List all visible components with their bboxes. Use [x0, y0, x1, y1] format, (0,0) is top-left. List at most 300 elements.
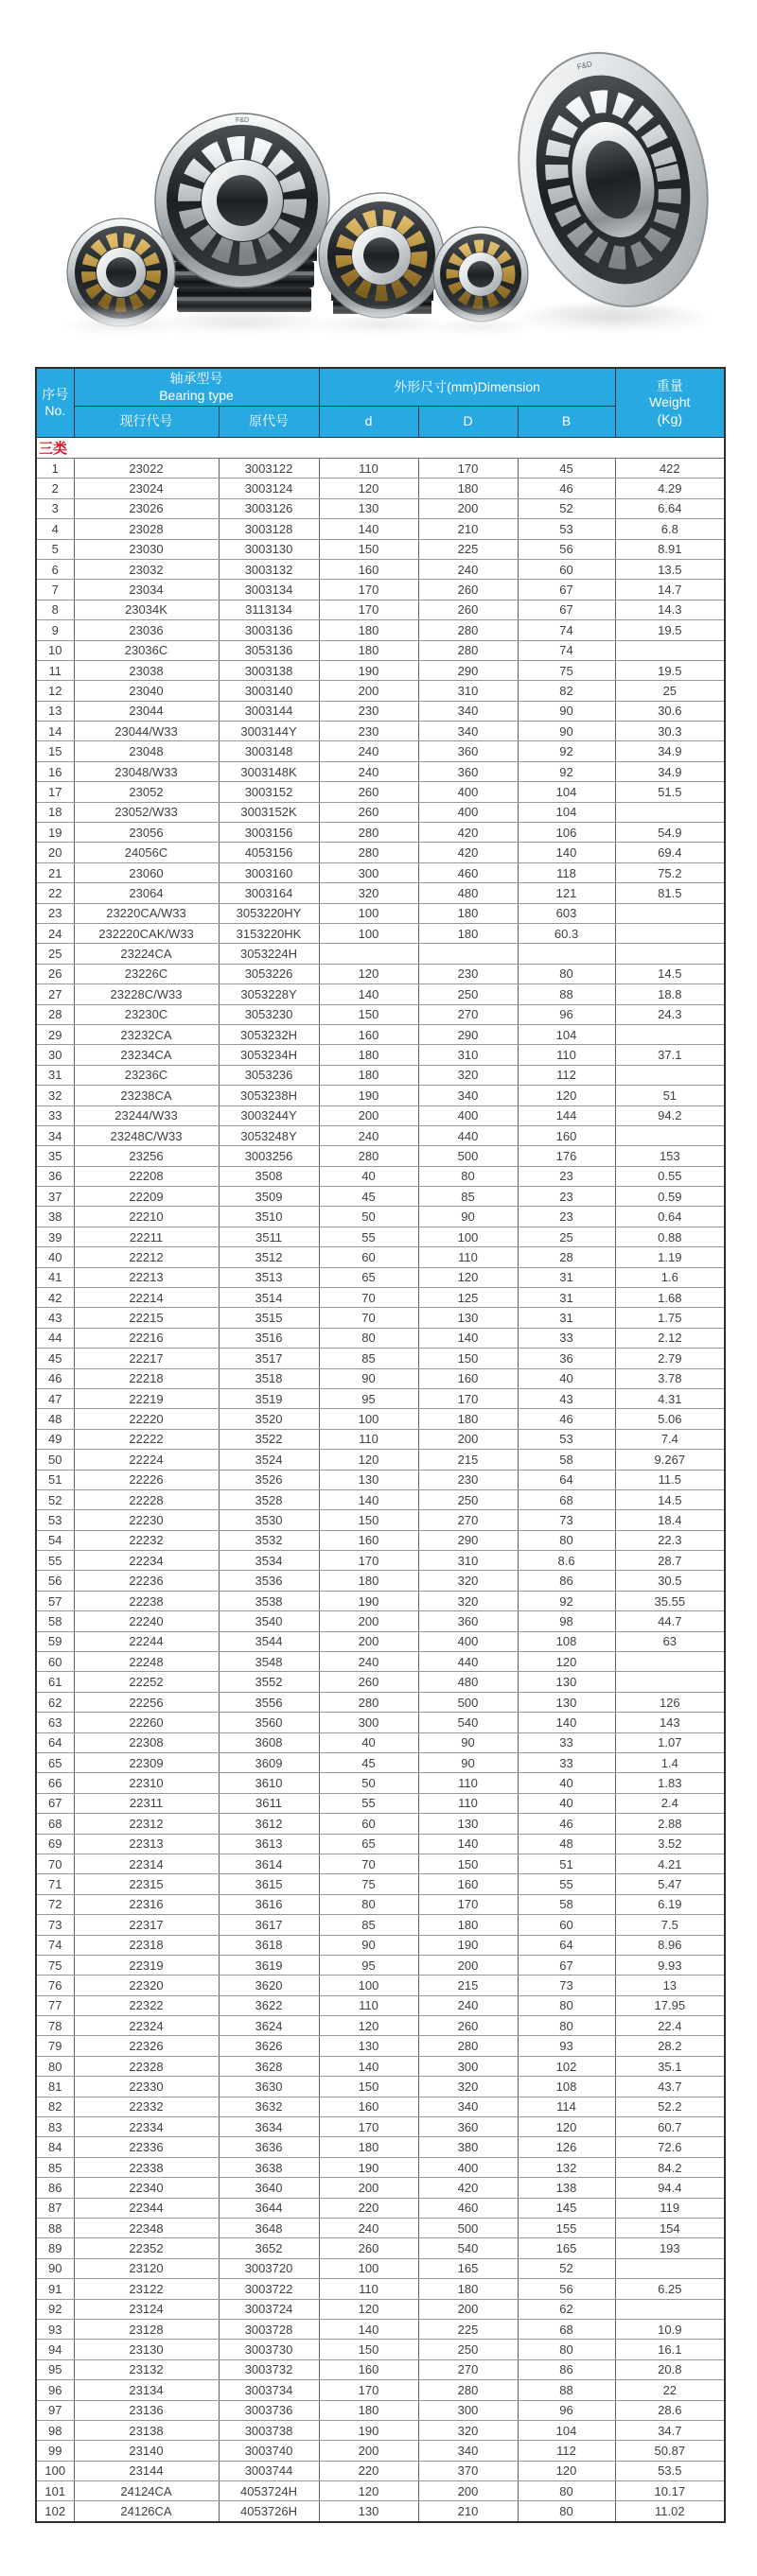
cell-no: 6	[36, 559, 74, 579]
cell-no: 80	[36, 2056, 74, 2076]
table-row	[36, 1429, 725, 1449]
cell-d: 110	[319, 2279, 418, 2299]
cell-d: 230	[319, 722, 418, 741]
cell-width-b: 23	[518, 1187, 615, 1207]
table-row	[36, 479, 725, 498]
cell-no: 40	[36, 1247, 74, 1267]
cell-weight: 94.2	[615, 1105, 725, 1125]
cell-original-code: 3618	[219, 1935, 319, 1955]
cell-original-code: 3003152K	[219, 802, 319, 822]
cell-weight: 4.21	[615, 1854, 725, 1873]
table-row	[36, 2238, 725, 2258]
cell-d: 100	[319, 1976, 418, 1995]
cell-current-code: 22232	[74, 1530, 219, 1550]
cell-weight: 30.5	[615, 1571, 725, 1591]
cell-current-code: 22309	[74, 1753, 219, 1773]
col-header-d: d	[319, 407, 418, 438]
cell-width-b: 60	[518, 1915, 615, 1935]
table-row	[36, 1894, 725, 1914]
cell-original-code: 3609	[219, 1753, 319, 1773]
cell-no: 52	[36, 1489, 74, 1509]
cell-outer-diameter: 540	[418, 2238, 518, 2258]
cell-original-code: 3003734	[219, 2380, 319, 2400]
cell-current-code: 22230	[74, 1510, 219, 1530]
cell-no: 47	[36, 1388, 74, 1408]
cell-original-code: 3644	[219, 2198, 319, 2218]
cell-current-code: 23048	[74, 741, 219, 761]
cell-weight: 24.3	[615, 1004, 725, 1024]
cell-current-code: 22317	[74, 1915, 219, 1935]
cell-width-b: 80	[518, 2016, 615, 2036]
cell-d: 170	[319, 600, 418, 619]
cell-weight: 193	[615, 2238, 725, 2258]
cell-width-b: 121	[518, 883, 615, 903]
table-row	[36, 1267, 725, 1287]
table-row	[36, 1915, 725, 1935]
cell-weight	[615, 944, 725, 964]
cell-d: 90	[319, 1935, 418, 1955]
cell-original-code: 3518	[219, 1368, 319, 1388]
cell-d: 110	[319, 459, 418, 479]
cell-current-code: 22238	[74, 1591, 219, 1610]
cell-width-b: 80	[518, 964, 615, 983]
table-row	[36, 1045, 725, 1065]
table-row	[36, 2036, 725, 2056]
cell-weight: 35.55	[615, 1591, 725, 1610]
cell-no: 62	[36, 1692, 74, 1712]
cell-original-code: 3510	[219, 1207, 319, 1227]
cell-width-b: 140	[518, 1713, 615, 1732]
cell-original-code: 3652	[219, 2238, 319, 2258]
cell-weight: 11.5	[615, 1470, 725, 1489]
cell-width-b: 130	[518, 1692, 615, 1712]
cell-width-b: 93	[518, 2036, 615, 2056]
cell-width-b: 138	[518, 2178, 615, 2198]
table-row	[36, 1368, 725, 1388]
cell-original-code: 3619	[219, 1955, 319, 1975]
table-row	[36, 1470, 725, 1489]
cell-no: 36	[36, 1166, 74, 1186]
cell-width-b: 80	[518, 1995, 615, 2015]
cell-no: 59	[36, 1631, 74, 1651]
cell-current-code: 24126CA	[74, 2501, 219, 2522]
cell-no: 72	[36, 1894, 74, 1914]
cell-no: 73	[36, 1915, 74, 1935]
cell-original-code: 3628	[219, 2056, 319, 2076]
cell-d: 130	[319, 1470, 418, 1489]
cell-width-b: 144	[518, 1105, 615, 1125]
cell-outer-diameter: 200	[418, 1429, 518, 1449]
cell-weight: 143	[615, 1713, 725, 1732]
table-row	[36, 1652, 725, 1672]
cell-current-code: 22213	[74, 1267, 219, 1287]
cell-outer-diameter: 160	[418, 1874, 518, 1894]
cell-current-code: 22340	[74, 2178, 219, 2198]
cell-no: 45	[36, 1349, 74, 1368]
cell-d: 150	[319, 2077, 418, 2097]
cell-no: 77	[36, 1995, 74, 2015]
cell-outer-diameter: 420	[418, 823, 518, 843]
cell-width-b: 155	[518, 2218, 615, 2237]
cell-no: 8	[36, 600, 74, 619]
cell-current-code: 23030	[74, 539, 219, 559]
table-row	[36, 2359, 725, 2379]
cell-no: 28	[36, 1004, 74, 1024]
cell-weight: 69.4	[615, 843, 725, 862]
cell-width-b: 92	[518, 1591, 615, 1610]
cell-original-code: 3053234H	[219, 1045, 319, 1065]
cell-current-code: 232220CAK/W33	[74, 923, 219, 943]
cell-d: 280	[319, 1146, 418, 1166]
cell-weight: 0.88	[615, 1227, 725, 1246]
cell-outer-diameter: 500	[418, 2218, 518, 2237]
cell-weight	[615, 1125, 725, 1145]
cell-width-b: 112	[518, 1065, 615, 1085]
cell-weight: 28.2	[615, 2036, 725, 2056]
cell-no: 69	[36, 1834, 74, 1854]
cell-width-b: 90	[518, 722, 615, 741]
cell-d: 180	[319, 640, 418, 660]
cell-no: 41	[36, 1267, 74, 1287]
cell-weight: 7.5	[615, 1915, 725, 1935]
cell-current-code: 22228	[74, 1489, 219, 1509]
table-row	[36, 681, 725, 701]
cell-outer-diameter: 260	[418, 600, 518, 619]
cell-no: 57	[36, 1591, 74, 1610]
cell-original-code: 3513	[219, 1267, 319, 1287]
cell-original-code: 3626	[219, 2036, 319, 2056]
cell-weight: 43.7	[615, 2077, 725, 2097]
cell-outer-diameter: 340	[418, 701, 518, 721]
cell-d: 170	[319, 1551, 418, 1571]
cell-d: 60	[319, 1814, 418, 1834]
cell-no: 86	[36, 2178, 74, 2198]
table-row	[36, 459, 725, 479]
cell-no: 20	[36, 843, 74, 862]
cell-d: 190	[319, 660, 418, 680]
cell-no: 56	[36, 1571, 74, 1591]
cell-width-b	[518, 944, 615, 964]
cell-current-code: 22326	[74, 2036, 219, 2056]
cell-outer-diameter: 270	[418, 1510, 518, 1530]
cell-current-code: 23226C	[74, 964, 219, 983]
cell-original-code: 3053226	[219, 964, 319, 983]
cell-current-code: 22320	[74, 1976, 219, 1995]
cell-width-b: 31	[518, 1288, 615, 1308]
cell-width-b: 104	[518, 1024, 615, 1044]
cell-original-code: 3512	[219, 1247, 319, 1267]
cell-width-b: 120	[518, 1086, 615, 1105]
cell-original-code: 3509	[219, 1187, 319, 1207]
cell-current-code: 23138	[74, 2420, 219, 2440]
cell-outer-diameter: 250	[418, 2340, 518, 2359]
cell-no: 42	[36, 1288, 74, 1308]
cell-current-code: 23044/W33	[74, 722, 219, 741]
cell-current-code: 22209	[74, 1187, 219, 1207]
cell-d: 120	[319, 479, 418, 498]
category-row	[36, 438, 725, 459]
cell-width-b: 120	[518, 1652, 615, 1672]
cell-current-code: 23048/W33	[74, 761, 219, 781]
cell-outer-diameter: 200	[418, 2299, 518, 2319]
cell-current-code: 23040	[74, 681, 219, 701]
cell-no: 24	[36, 923, 74, 943]
cell-width-b: 140	[518, 843, 615, 862]
cell-d: 95	[319, 1955, 418, 1975]
cell-no: 34	[36, 1125, 74, 1145]
cell-original-code: 3053136	[219, 640, 319, 660]
cell-current-code: 22256	[74, 1692, 219, 1712]
table-row	[36, 2420, 725, 2440]
cell-current-code: 23034K	[74, 600, 219, 619]
table-row	[36, 1854, 725, 1873]
cell-original-code: 3556	[219, 1692, 319, 1712]
cell-original-code: 3003728	[219, 2319, 319, 2339]
cell-weight: 3.78	[615, 1368, 725, 1388]
table-row	[36, 2461, 725, 2480]
cell-current-code: 23140	[74, 2441, 219, 2461]
cell-width-b: 603	[518, 903, 615, 923]
cell-d: 200	[319, 1105, 418, 1125]
cell-no: 43	[36, 1308, 74, 1328]
cell-current-code: 23060	[74, 862, 219, 882]
cell-d: 200	[319, 2178, 418, 2198]
cell-original-code: 3003256	[219, 1146, 319, 1166]
table-row	[36, 1510, 725, 1530]
table-row	[36, 1631, 725, 1651]
cell-outer-diameter: 230	[418, 1470, 518, 1489]
col-header-dimension: 外形尺寸(mm)Dimension	[319, 368, 615, 407]
table-row	[36, 2299, 725, 2319]
cell-d: 240	[319, 2218, 418, 2237]
cell-original-code: 3640	[219, 2178, 319, 2198]
cell-no: 15	[36, 741, 74, 761]
cell-d: 45	[319, 1187, 418, 1207]
cell-no: 46	[36, 1368, 74, 1388]
table-row	[36, 1995, 725, 2015]
cell-original-code: 3113134	[219, 600, 319, 619]
cell-original-code: 3153220HK	[219, 923, 319, 943]
cell-outer-diameter: 260	[418, 580, 518, 600]
table-row	[36, 2198, 725, 2218]
cell-current-code: 23234CA	[74, 1045, 219, 1065]
cell-original-code: 3608	[219, 1732, 319, 1752]
cell-current-code: 22214	[74, 1288, 219, 1308]
cell-current-code: 23248C/W33	[74, 1125, 219, 1145]
cell-d: 320	[319, 883, 418, 903]
cell-no: 53	[36, 1510, 74, 1530]
cell-current-code: 23238CA	[74, 1086, 219, 1105]
cell-no: 22	[36, 883, 74, 903]
cell-width-b: 160	[518, 1125, 615, 1145]
cell-weight: 0.59	[615, 1187, 725, 1207]
cell-width-b: 102	[518, 2056, 615, 2076]
cell-current-code: 23022	[74, 459, 219, 479]
cell-d: 170	[319, 580, 418, 600]
cell-original-code: 3053220HY	[219, 903, 319, 923]
cell-original-code: 3622	[219, 1995, 319, 2015]
cell-outer-diameter: 460	[418, 2198, 518, 2218]
cell-current-code: 23064	[74, 883, 219, 903]
cell-width-b: 62	[518, 2299, 615, 2319]
cell-current-code: 22316	[74, 1894, 219, 1914]
cell-current-code: 22330	[74, 2077, 219, 2097]
cell-weight: 10.17	[615, 2481, 725, 2501]
cell-d: 40	[319, 1732, 418, 1752]
cell-original-code: 3003136	[219, 620, 319, 640]
bearing-large-right-tilted	[493, 33, 733, 327]
cell-outer-diameter: 310	[418, 1551, 518, 1571]
cell-weight: 2.12	[615, 1328, 725, 1348]
cell-current-code: 23052	[74, 782, 219, 802]
table-row	[36, 1571, 725, 1591]
cell-current-code: 23228C/W33	[74, 984, 219, 1004]
cell-d: 85	[319, 1915, 418, 1935]
cell-weight: 50.87	[615, 2441, 725, 2461]
cell-width-b: 132	[518, 2157, 615, 2177]
cell-no: 90	[36, 2258, 74, 2278]
cell-current-code: 22244	[74, 1631, 219, 1651]
cell-current-code: 22219	[74, 1388, 219, 1408]
cell-width-b: 176	[518, 1146, 615, 1166]
cell-no: 25	[36, 944, 74, 964]
cell-width-b: 53	[518, 519, 615, 539]
cell-original-code: 3053230	[219, 1004, 319, 1024]
table-body	[36, 438, 725, 2522]
cell-no: 44	[36, 1328, 74, 1348]
cell-original-code: 3560	[219, 1713, 319, 1732]
cell-current-code: 22314	[74, 1854, 219, 1873]
cell-width-b: 67	[518, 580, 615, 600]
cell-width-b: 64	[518, 1935, 615, 1955]
cell-no: 12	[36, 681, 74, 701]
cell-current-code: 22319	[74, 1955, 219, 1975]
cell-no: 19	[36, 823, 74, 843]
cell-weight: 94.4	[615, 2178, 725, 2198]
cell-original-code: 3516	[219, 1328, 319, 1348]
cell-d: 80	[319, 1894, 418, 1914]
cell-width-b: 33	[518, 1753, 615, 1773]
cell-current-code: 23224CA	[74, 944, 219, 964]
cell-outer-diameter: 240	[418, 1995, 518, 2015]
cell-outer-diameter: 225	[418, 539, 518, 559]
cell-no: 13	[36, 701, 74, 721]
cell-current-code: 22338	[74, 2157, 219, 2177]
cell-outer-diameter: 80	[418, 1166, 518, 1186]
cell-weight: 22	[615, 2380, 725, 2400]
cell-original-code: 3532	[219, 1530, 319, 1550]
cell-weight: 51	[615, 1086, 725, 1105]
col-header-bearing-type: 轴承型号 Bearing type	[74, 368, 319, 407]
cell-width-b: 23	[518, 1207, 615, 1227]
cell-width-b: 33	[518, 1732, 615, 1752]
cell-weight: 84.2	[615, 2157, 725, 2177]
table-row	[36, 903, 725, 923]
cell-current-code: 23256	[74, 1146, 219, 1166]
table-row	[36, 1388, 725, 1408]
cell-outer-diameter: 160	[418, 1368, 518, 1388]
cell-no: 38	[36, 1207, 74, 1227]
cell-d: 60	[319, 1247, 418, 1267]
cell-no: 49	[36, 1429, 74, 1449]
cell-original-code: 3517	[219, 1349, 319, 1368]
cell-original-code: 3003152	[219, 782, 319, 802]
cell-d: 190	[319, 2420, 418, 2440]
cell-original-code: 3003738	[219, 2420, 319, 2440]
cell-d: 190	[319, 1086, 418, 1105]
cell-no: 101	[36, 2481, 74, 2501]
cell-no: 4	[36, 519, 74, 539]
cell-outer-diameter: 280	[418, 2380, 518, 2400]
table-row	[36, 1814, 725, 1834]
cell-width-b: 120	[518, 2461, 615, 2480]
cell-original-code: 3610	[219, 1773, 319, 1793]
cell-outer-diameter: 270	[418, 1004, 518, 1024]
cell-current-code: 23236C	[74, 1065, 219, 1085]
cell-current-code: 22312	[74, 1814, 219, 1834]
cell-width-b: 36	[518, 1349, 615, 1368]
cell-no: 2	[36, 479, 74, 498]
table-row	[36, 2501, 725, 2522]
cell-current-code: 23134	[74, 2380, 219, 2400]
table-row	[36, 1713, 725, 1732]
cell-current-code: 23052/W33	[74, 802, 219, 822]
cell-d: 70	[319, 1308, 418, 1328]
cell-width-b: 104	[518, 2420, 615, 2440]
cell-no: 79	[36, 2036, 74, 2056]
cell-outer-diameter: 290	[418, 660, 518, 680]
cell-weight: 18.8	[615, 984, 725, 1004]
cell-weight: 25	[615, 681, 725, 701]
cell-d: 100	[319, 2258, 418, 2278]
cell-d: 130	[319, 2501, 418, 2522]
cell-no: 78	[36, 2016, 74, 2036]
cell-weight	[615, 903, 725, 923]
cell-outer-diameter: 240	[418, 559, 518, 579]
cell-width-b: 80	[518, 1530, 615, 1550]
cell-no: 99	[36, 2441, 74, 2461]
cell-outer-diameter: 180	[418, 1915, 518, 1935]
cell-weight: 35.1	[615, 2056, 725, 2076]
table-row	[36, 1125, 725, 1145]
cell-width-b: 23	[518, 1166, 615, 1186]
cell-width-b: 64	[518, 1470, 615, 1489]
cell-d: 230	[319, 701, 418, 721]
cell-d: 140	[319, 2056, 418, 2076]
table-row	[36, 701, 725, 721]
cell-d: 280	[319, 1692, 418, 1712]
table-row	[36, 761, 725, 781]
cell-outer-diameter: 170	[418, 1388, 518, 1408]
cell-weight: 153	[615, 1146, 725, 1166]
cell-weight: 13	[615, 1976, 725, 1995]
cell-no: 94	[36, 2340, 74, 2359]
table-row	[36, 1489, 725, 1509]
cell-outer-diameter: 400	[418, 1105, 518, 1125]
cell-width-b: 74	[518, 620, 615, 640]
cell-current-code: 23232CA	[74, 1024, 219, 1044]
cell-original-code: 3648	[219, 2218, 319, 2237]
cell-weight: 14.5	[615, 964, 725, 983]
cell-outer-diameter: 360	[418, 2117, 518, 2137]
cell-current-code: 23130	[74, 2340, 219, 2359]
cell-d: 70	[319, 1854, 418, 1873]
cell-original-code: 3632	[219, 2097, 319, 2116]
cell-d: 90	[319, 1368, 418, 1388]
cell-original-code: 3003130	[219, 539, 319, 559]
cell-weight	[615, 2258, 725, 2278]
cell-no: 98	[36, 2420, 74, 2440]
